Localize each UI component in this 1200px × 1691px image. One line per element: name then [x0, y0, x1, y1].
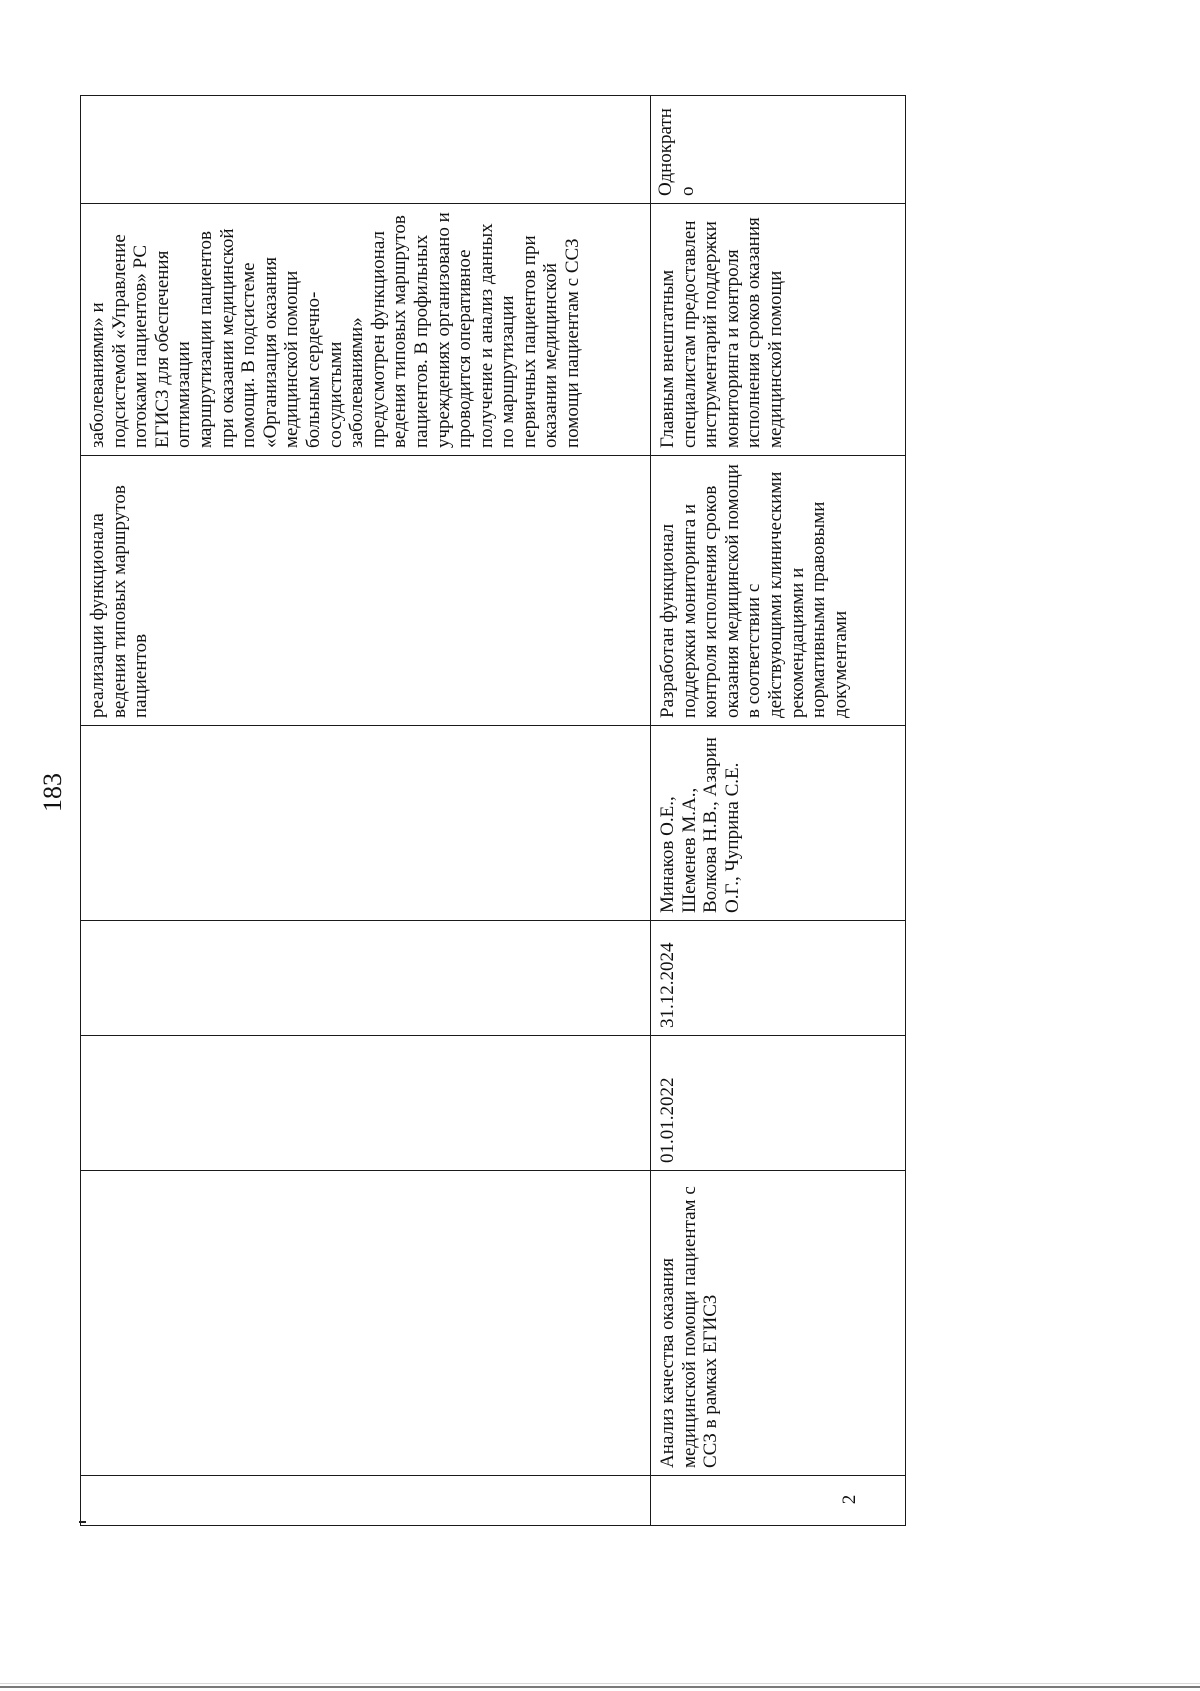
rotated-table-frame: [80, 96, 905, 1526]
plan-table: [80, 95, 906, 1526]
cell-result: Разработан функционал поддержки мониторинга и контроля исполнения сроков оказания медицинской помощи в соответствии с действующими клиническими рекомендациями и нормативными правовыми документами: [651, 456, 906, 726]
cell-responsible: Минаков О.Е., Шеменев М.А., Волкова Н.В., Азарин О.Г., Чуприна С.Е.: [651, 726, 906, 921]
cell-number: [81, 1476, 651, 1526]
cell-description: Главным внештатным специалистам предоставлен инструментарий поддержки мониторинга и контроля исполнения сроков оказания медицинской помощи: [651, 204, 906, 456]
cell-schedule: [81, 96, 651, 204]
scan-edge-mark: [0, 1683, 1200, 1684]
cell-result: реализации функционала ведения типовых маршрутов пациентов: [81, 456, 651, 726]
cell-start-date: [81, 1036, 651, 1171]
bottom-rule: [0, 1686, 1200, 1688]
cell-responsible: [81, 726, 651, 921]
cell-description: заболеваниями» и подсистемой «Управление потоками пациентов» РС ЕГИСЗ для обеспечения оптимизации маршрутизации пациентов при оказании медицинской помощи. В подсистеме «Организация оказания медицинской помощи больным сердечно-сосудистыми заболеваниями» предусмотрен функционал ведения типовых маршрутов пациентов. В профильных учреждениях организовано и проводится оперативное получение и анализ данных по маршрутизации первичных пациентов при оказании медицинской помощи пациентам с ССЗ: [81, 204, 651, 456]
cell-task: Анализ качества оказания медицинской помощи пациентам с ССЗ в рамках ЕГИСЗ: [651, 1171, 906, 1476]
table-row: [81, 96, 651, 1526]
table-row: [651, 96, 906, 1526]
cell-task: [81, 1171, 651, 1476]
cell-end-date: 31.12.2024: [651, 921, 906, 1036]
cell-number: 2: [651, 1476, 906, 1526]
table-container: [80, 96, 905, 1526]
cell-end-date: [81, 921, 651, 1036]
page-number: 183: [38, 773, 67, 812]
cell-schedule: Однократно: [651, 96, 906, 204]
cell-start-date: 01.01.2022: [651, 1036, 906, 1171]
